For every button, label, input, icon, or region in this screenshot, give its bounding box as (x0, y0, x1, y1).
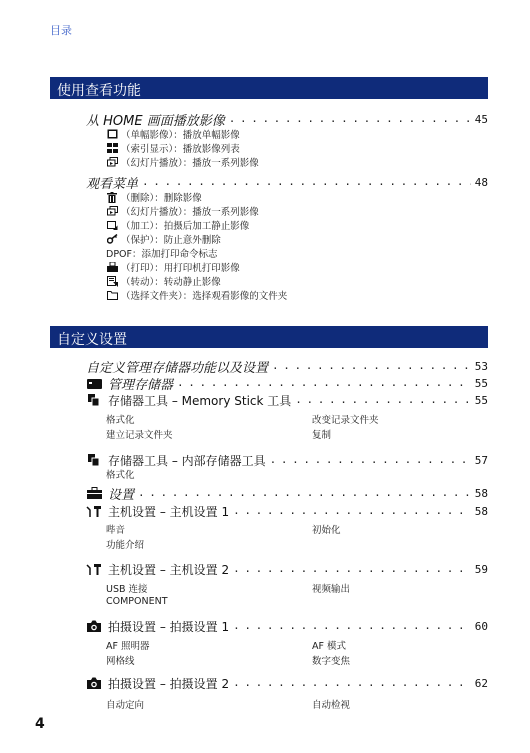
option-item: AF 照明器 (106, 641, 150, 652)
toc-entry-manage-storage[interactable] (86, 375, 488, 391)
sub-item: （单幅影像）：播放单幅影像 (106, 127, 240, 141)
entry-label: 主机设置 – 主机设置 1 (108, 504, 230, 519)
toc-entry-home-playback[interactable] (86, 111, 488, 127)
storage-tool-icon (86, 454, 102, 467)
trash-icon (106, 192, 118, 203)
option-item: 网格线 (106, 656, 135, 667)
index-grid-icon (106, 143, 118, 154)
single-image-icon (106, 129, 118, 140)
leader-dots (270, 453, 471, 467)
memory-card-icon (86, 377, 102, 390)
tools-icon (86, 505, 102, 518)
entry-page: 53 (474, 359, 488, 373)
leader-dots (142, 175, 471, 189)
option-item: 自动检视 (312, 700, 351, 711)
toc-entry-ms-tool[interactable] (86, 392, 488, 408)
toc-entry-internal-tool[interactable] (86, 452, 488, 468)
entry-label: 设置 (108, 487, 135, 503)
leader-dots (177, 376, 471, 390)
leader-dots (272, 359, 471, 373)
option-item: AF 模式 (312, 641, 346, 652)
toc-entry-settings[interactable] (86, 485, 488, 501)
entry-label: 拍摄设置 – 拍摄设置 1 (108, 619, 230, 634)
entry-page: 60 (474, 619, 488, 633)
sub-item: （幻灯片播放）：播放一系列影像 (106, 155, 259, 169)
entry-label: 观看菜单 (86, 176, 139, 192)
entry-page: 62 (474, 676, 488, 690)
key-icon (106, 234, 118, 245)
entry-label: 主机设置 – 主机设置 2 (108, 562, 230, 577)
printer-icon (106, 262, 118, 273)
option-item: 改变记录文件夹 (312, 415, 379, 426)
entry-label: 拍摄设置 – 拍摄设置 2 (108, 676, 230, 691)
option-item: 数字变焦 (312, 656, 351, 667)
entry-page: 55 (474, 393, 488, 407)
entry-label: 管理存储器 (108, 377, 174, 393)
leader-dots (233, 619, 471, 633)
leader-dots (233, 562, 471, 576)
option-item: 格式化 (106, 470, 135, 481)
camera-icon (86, 620, 102, 633)
option-item: 建立记录文件夹 (106, 430, 173, 441)
option-item: 初始化 (312, 525, 341, 536)
entry-label: 存储器工具 – Memory Stick 工具 (108, 393, 292, 408)
storage-tool-icon (86, 394, 102, 407)
toc-entry-main1[interactable] (86, 503, 488, 519)
section-heading-custom: 自定义设置 (50, 326, 488, 348)
entry-label: 从 HOME 画面播放影像 (86, 113, 225, 129)
leader-dots (233, 676, 471, 690)
leader-dots (295, 393, 470, 407)
option-item: USB 连接 (106, 584, 148, 595)
option-item: 视频输出 (312, 584, 351, 595)
option-item: 格式化 (106, 415, 135, 426)
entry-page: 48 (474, 175, 488, 189)
entry-page: 57 (474, 453, 488, 467)
option-item: 哔音 (106, 525, 126, 536)
sub-item: （幻灯片播放）：播放一系列影像 (106, 204, 259, 218)
sub-item: （保护）：防止意外删除 (106, 232, 221, 246)
leader-dots (229, 112, 471, 126)
option-item: 自动定向 (106, 700, 145, 711)
toolbox-icon (86, 487, 102, 500)
toc-entry-main2[interactable] (86, 561, 488, 577)
slideshow-icon (106, 206, 118, 217)
sub-item: （索引显示）：播放影像列表 (106, 141, 240, 155)
sub-item: （选择文件夹）：选择观看影像的文件夹 (106, 288, 287, 302)
entry-page: 58 (474, 486, 488, 500)
option-item: 功能介绍 (106, 540, 145, 551)
toc-link[interactable]: 目录 (50, 24, 72, 37)
entry-page: 58 (474, 504, 488, 518)
sub-item: （打印）：用打印机打印影像 (106, 260, 240, 274)
option-item: COMPONENT (106, 596, 168, 607)
entry-page: 45 (474, 112, 488, 126)
sub-item: （加工）：拍摄后加工静止影像 (106, 218, 249, 232)
leader-dots (233, 504, 471, 518)
toc-entry-shoot2[interactable] (86, 675, 488, 691)
option-item: 复制 (312, 430, 332, 441)
slideshow-icon (106, 157, 118, 168)
toc-entry-shoot1[interactable] (86, 618, 488, 634)
camera-icon (86, 677, 102, 690)
section-heading-playback: 使用查看功能 (50, 77, 488, 99)
toc-entry-custom-manage[interactable] (86, 358, 488, 374)
retouch-icon (106, 220, 118, 231)
entry-label: 存储器工具 – 内部存储器工具 (108, 453, 266, 468)
entry-page: 59 (474, 562, 488, 576)
leader-dots (138, 486, 471, 500)
entry-page: 55 (474, 376, 488, 390)
entry-label: 自定义管理存储器功能以及设置 (86, 360, 269, 376)
toc-entry-view-menu[interactable] (86, 174, 488, 190)
page-number: 4 (35, 716, 45, 732)
folder-icon (106, 290, 118, 301)
sub-item: DPOF：添加打印命令标志 (106, 249, 218, 260)
tools-icon (86, 563, 102, 576)
sub-item: （删除）：删除影像 (106, 190, 202, 204)
sub-item: （转动）：转动静止影像 (106, 274, 221, 288)
rotate-icon (106, 276, 118, 287)
